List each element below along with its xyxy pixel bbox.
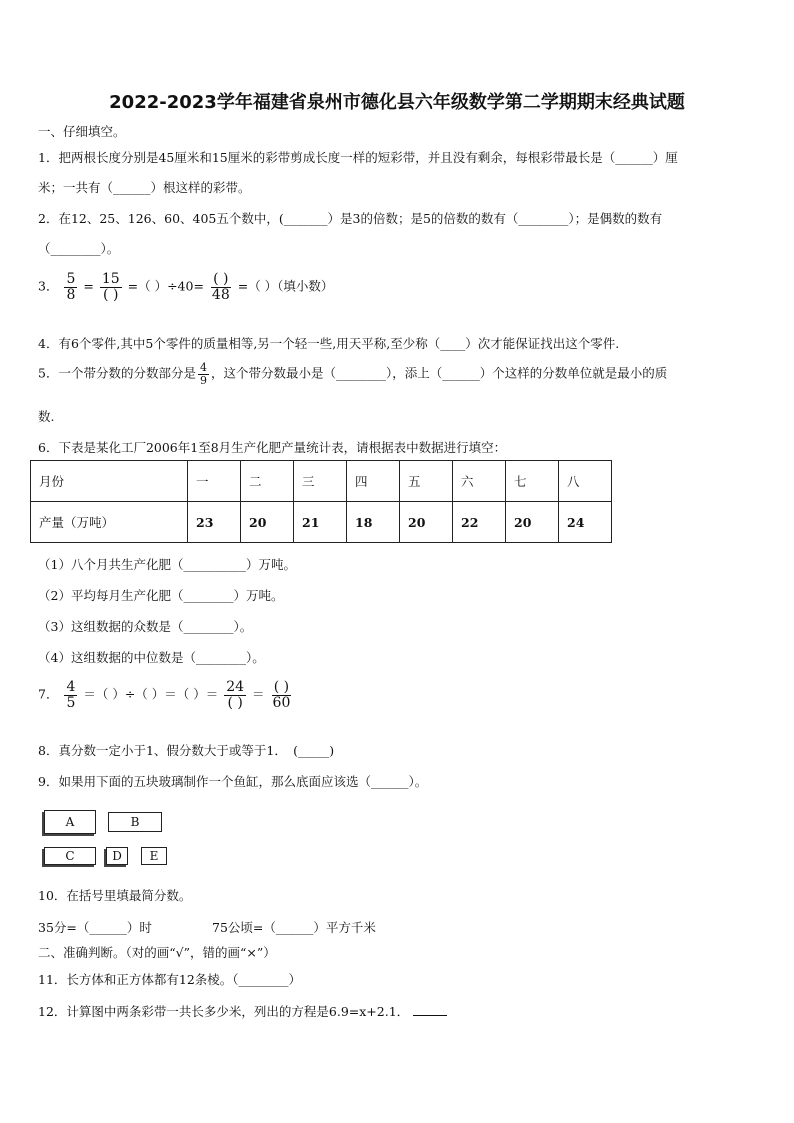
value-cell: 18	[347, 502, 400, 543]
question-6-sub-2: （2）平均每月生产化肥（________）万吨。	[38, 588, 284, 603]
question-10-part-b: 75公顷=（______）平方千米	[212, 920, 376, 935]
fraction-blank-48: $\frac{( )}{48}$	[211, 271, 230, 303]
question-3-label: 3．	[38, 278, 59, 294]
month-cell: 四	[347, 461, 400, 502]
fraction-5-8: $\frac{5}{8}$	[66, 271, 76, 303]
question-1-line-2: 米；一共有（______）根这样的彩带。	[38, 180, 251, 195]
question-9: 9．如果用下面的五块玻璃制作一个鱼缸，那么底面应该选（______）。	[38, 774, 428, 789]
question-10-part-a: 35分=（______）时	[38, 920, 152, 935]
glass-piece-b: B	[108, 812, 162, 832]
question-6-intro: 6．下表是某化工厂2006年1至8月生产化肥产量统计表，请根据表中数据进行填空：	[38, 440, 507, 455]
glass-piece-d: D	[106, 847, 128, 865]
value-cell: 24	[559, 502, 612, 543]
month-cell: 一	[188, 461, 241, 502]
month-cell: 六	[453, 461, 506, 502]
page-title: 2022-2023学年福建省泉州市德化县六年级数学第二学期期末经典试题	[109, 92, 685, 113]
month-cell: 八	[559, 461, 612, 502]
table-value-row	[31, 502, 612, 543]
value-cell: 20	[241, 502, 294, 543]
fraction-24-blank: $\frac{24}{( )}$	[226, 679, 245, 711]
table-header-row	[31, 461, 612, 502]
fraction-4-5: $\frac{4}{5}$	[66, 679, 76, 711]
glass-piece-e: E	[141, 847, 167, 865]
month-cell: 七	[506, 461, 559, 502]
question-6-sub-4: （4）这组数据的中位数是（________）。	[38, 650, 265, 665]
glass-piece-a: A	[44, 810, 96, 834]
month-cell: 二	[241, 461, 294, 502]
question-1-line-1: 1．把两根长度分别是45厘米和15厘米的彩带剪成长度一样的短彩带，并且没有剩余，每根彩带最长是（______）厘	[38, 150, 678, 165]
question-3: 3． $\frac{5}{8}$ = $\frac{15}{( )}$ =（ ）÷40= $\frac{( )}{48}$ =（ ）（填小数）	[38, 271, 334, 303]
fraction-4-9: $\frac{4}{9}$	[199, 361, 207, 387]
question-6-sub-3: （3）这组数据的众数是（________）。	[38, 619, 253, 634]
question-11: 11．长方体和正方体都有12条棱。（________）	[38, 972, 302, 987]
question-5-line-2: 数.	[38, 409, 55, 424]
table-header-label: 月份	[31, 461, 188, 502]
value-cell: 20	[400, 502, 453, 543]
question-7: 7． $\frac{4}{5}$ ＝（ ）÷（ ）＝（ ）＝ $\frac{24}{( )}$ ＝ $\frac{( )}{60}$	[38, 679, 291, 711]
section-1-heading: 一、仔细填空。	[38, 124, 126, 139]
table-row-label: 产量（万吨）	[31, 502, 188, 543]
question-10: 10．在括号里填最简分数。	[38, 888, 192, 903]
value-cell: 23	[188, 502, 241, 543]
question-5-line-1: 5．一个带分数的分数部分是 $\frac{4}{9}$ ，这个带分数最小是（________），添上（______）个这样的分数单位就是最小的质	[38, 361, 668, 387]
month-cell: 三	[294, 461, 347, 502]
question-8: 8．真分数一定小于1、假分数大于或等于1． (_____)	[38, 743, 335, 758]
fraction-blank-60: $\frac{( )}{60}$	[272, 679, 291, 711]
question-6-sub-1: （1）八个月共生产化肥（__________）万吨。	[38, 557, 296, 572]
section-2-heading: 二、准确判断。（对的画“√”，错的画“×”）	[38, 945, 276, 960]
question-2-line-1: 2．在12、25、126、60、405五个数中，(_______）是3的倍数；是5的倍数的数有（________）；是偶数的数有	[38, 211, 663, 226]
glass-piece-c: C	[44, 847, 96, 865]
answer-blank	[413, 1003, 447, 1016]
fraction-15-blank: $\frac{15}{( )}$	[101, 271, 120, 303]
question-4: 4．有6个零件,其中5个零件的质量相等,另一个轻一些,用天平称,至少称（____）次才能保证找出这个零件.	[38, 336, 620, 351]
month-cell: 五	[400, 461, 453, 502]
question-12: 12．计算图中两条彩带一共长多少米，列出的方程是6.9=x+2.1．	[38, 1002, 447, 1020]
question-2-line-2: （________）。	[38, 241, 120, 256]
value-cell: 21	[294, 502, 347, 543]
value-cell: 20	[506, 502, 559, 543]
production-table	[30, 460, 612, 543]
value-cell: 22	[453, 502, 506, 543]
